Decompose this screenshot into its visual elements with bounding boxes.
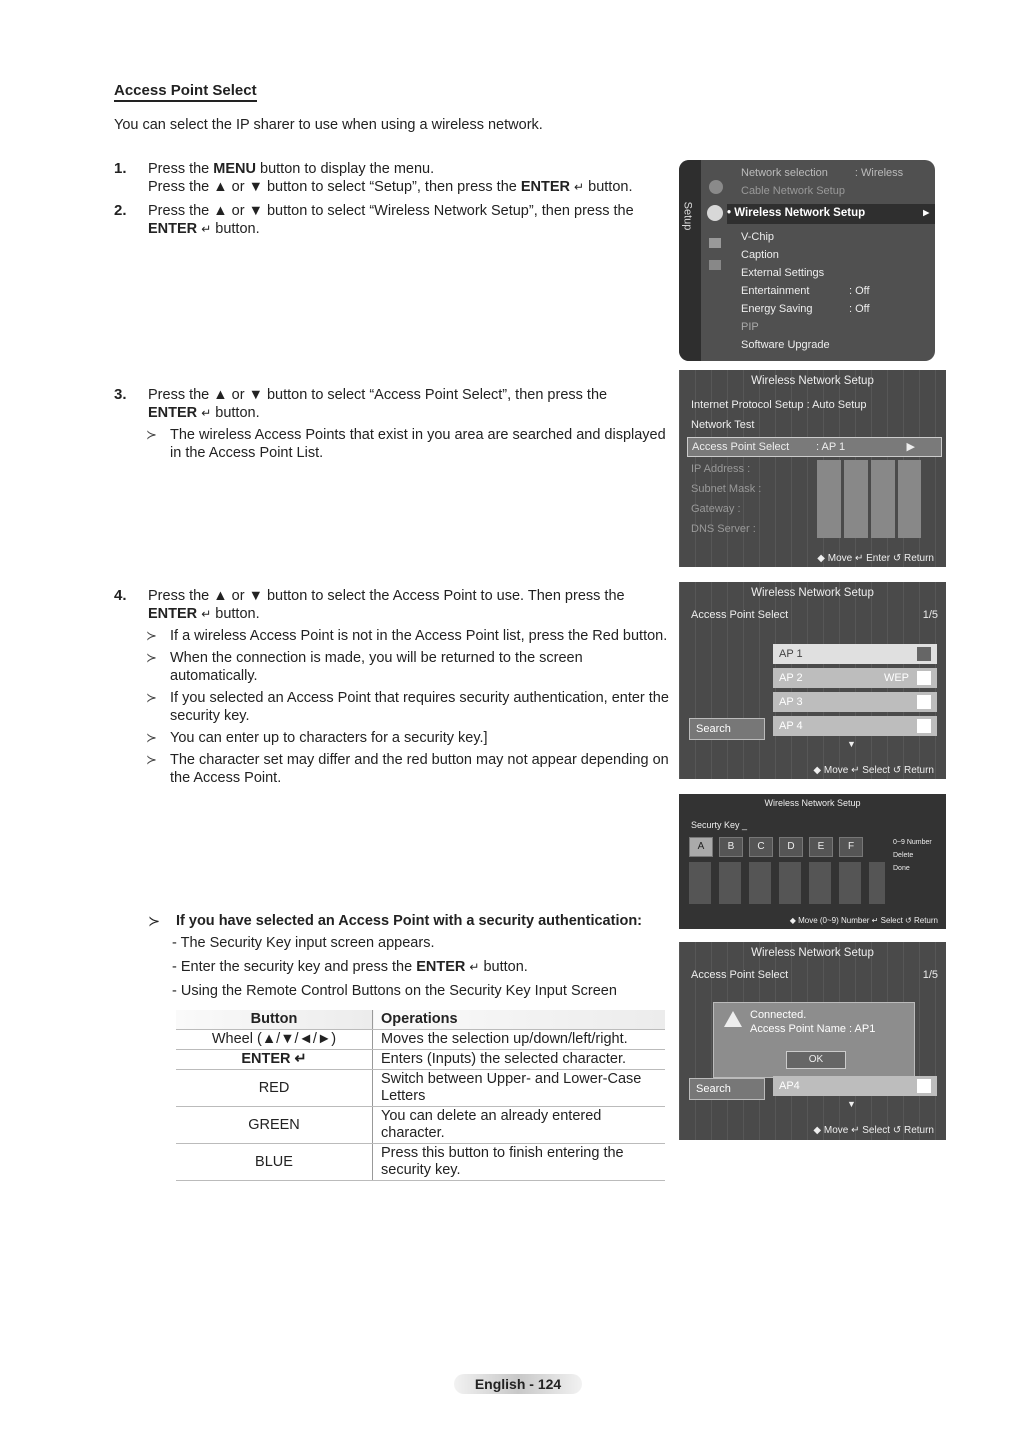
- key-cell[interactable]: E: [809, 837, 833, 857]
- security-key-screen: [679, 794, 946, 929]
- scroll-down-icon: ▼: [847, 1099, 856, 1109]
- step-number: 1.: [114, 160, 127, 177]
- security-line-2: - Enter the security key and press the ENTER ↵ button.: [172, 959, 528, 975]
- step-number: 3.: [114, 386, 127, 403]
- step-number: 2.: [114, 202, 127, 219]
- signal-icon: [917, 1079, 931, 1093]
- note: ≻ If a wireless Access Point is not in the Access Point list, press the Red button.: [146, 628, 668, 644]
- signal-icon: [917, 671, 931, 685]
- table-row: Wheel (▲/▼/◄/►) Moves the selection up/down/left/right.: [176, 1030, 665, 1050]
- menu-item[interactable]: External Settings: [741, 267, 825, 279]
- search-button[interactable]: Search: [689, 1078, 765, 1100]
- step-4: 4. Press the ▲ or ▼ button to select the Access Point to use. Then press the ENTER ↵ button. ≻ If a wireless Access Point is not in the Access Point list, press the Red button. ≻ When the connection is made, you will be returned to the screen automatically. ≻ If you selected an Access Point that requires security authentication, enter the security key. ≻ You can enter up to characters for a security key.] ≻ The character set may differ and the red button may not appear depending on the Access Point.: [114, 587, 674, 787]
- page-number-badge: English - 124: [454, 1374, 582, 1394]
- ap-item[interactable]: AP 2 WEP: [773, 668, 937, 688]
- setup-side-label: Setup: [681, 201, 694, 231]
- step-3: 3. Press the ▲ or ▼ button to select “Access Point Select”, then press the ENTER ↵ button. ≻ The wireless Access Points that exist in you area are searched and displayed in the Access Point List.: [114, 386, 674, 462]
- menu-item[interactable]: PIP: [741, 321, 759, 333]
- security-title: If you have selected an Access Point with a security authentication:: [176, 913, 643, 929]
- ok-button[interactable]: OK: [786, 1051, 846, 1069]
- screen-title: Wireless Network Setup: [751, 587, 874, 599]
- table-row: RED Switch between Upper- and Lower-Case Letters: [176, 1070, 665, 1107]
- menu-item[interactable]: Software Upgrade: [741, 339, 830, 351]
- menu-item[interactable]: Network selection : Wireless: [741, 167, 904, 179]
- setup-side-bar: [679, 160, 701, 361]
- security-key-label: Securty Key _: [691, 820, 748, 830]
- key-cell[interactable]: C: [749, 837, 773, 857]
- screen-footer: ◆ Move ↵ Select ↺ Return: [813, 765, 934, 776]
- enter-icon: ↵: [574, 180, 585, 194]
- ap-list-screen: [679, 582, 946, 779]
- menu-item[interactable]: V-Chip: [741, 231, 775, 243]
- screen-footer: ◆ Move ↵ Select ↺ Return: [813, 1125, 934, 1136]
- security-line-1: - The Security Key input screen appears.: [172, 935, 435, 951]
- arrow-right-icon: ▶: [906, 441, 915, 453]
- menu-item-selected[interactable]: Access Point Select : AP 1 ▶: [687, 437, 942, 457]
- intro-text: You can select the IP sharer to use when using a wireless network.: [114, 117, 543, 133]
- signal-icon: [917, 647, 931, 661]
- ap-item[interactable]: AP 1: [773, 644, 937, 664]
- note-arrow-icon: ≻: [146, 752, 157, 767]
- note: ≻ When the connection is made, you will be returned to the screen automatically.: [146, 650, 583, 684]
- note: ≻ The character set may differ and the red button may not appear depending on the Access Point.: [146, 752, 669, 786]
- enter-icon: ↵: [201, 406, 212, 420]
- note-arrow-icon: ≻: [148, 914, 161, 930]
- menu-item: Subnet Mask :: [691, 483, 762, 495]
- security-line-3: - Using the Remote Control Buttons on the Security Key Input Screen: [172, 983, 617, 999]
- setup-gear-icon: [707, 205, 723, 221]
- key-row: [689, 837, 869, 857]
- note-arrow-icon: ≻: [146, 628, 157, 643]
- ap-item[interactable]: AP4: [773, 1076, 937, 1096]
- network-icon: [709, 180, 723, 194]
- key-grid: [689, 862, 885, 904]
- key-cell[interactable]: F: [839, 837, 863, 857]
- key-legend: 0~9 Number Delete Done: [893, 839, 932, 872]
- search-button[interactable]: Search: [689, 718, 765, 740]
- note-arrow-icon: ≻: [146, 427, 157, 442]
- key-cell[interactable]: D: [779, 837, 803, 857]
- note: ≻ If you selected an Access Point that requires security authentication, enter the security key.: [146, 690, 669, 724]
- step-number: 4.: [114, 587, 127, 604]
- screen-title: Wireless Network Setup: [751, 947, 874, 959]
- step-1: 1. Press the MENU button to display the menu. Press the ▲ or ▼ button to select “Setup”, then press the ENTER ↵ button.: [114, 160, 633, 195]
- screen-footer: ◆ Move ↵ Enter ↺ Return: [817, 553, 934, 564]
- table-row: ENTER ↵ Enters (Inputs) the selected character.: [176, 1050, 665, 1070]
- menu-item: Gateway :: [691, 503, 741, 515]
- note-arrow-icon: ≻: [146, 690, 157, 705]
- warning-icon: [724, 1011, 742, 1027]
- key-table: [176, 1010, 665, 1181]
- menu-item[interactable]: Cable Network Setup: [741, 185, 845, 197]
- signal-icon: [917, 695, 931, 709]
- note-arrow-icon: ≻: [146, 650, 157, 665]
- connected-dialog: [713, 1002, 915, 1078]
- dialog-message: Connected.: [750, 1009, 807, 1021]
- menu-item: DNS Server :: [691, 523, 756, 535]
- table-row: GREEN You can delete an already entered character.: [176, 1107, 665, 1144]
- screen-subtitle: Access Point Select 1/5: [691, 969, 938, 981]
- menu-item[interactable]: Caption: [741, 249, 779, 261]
- enter-icon: ↵: [201, 222, 212, 236]
- menu-item[interactable]: Energy Saving : Off: [741, 303, 870, 315]
- table-row: BLUE Press this button to finish entering the security key.: [176, 1144, 665, 1181]
- table-header: Operations: [373, 1010, 666, 1030]
- sound-icon: [709, 238, 721, 248]
- setup-menu-screen: [679, 160, 935, 361]
- wns-screen: [679, 370, 946, 567]
- connected-screen: [679, 942, 946, 1140]
- ip-value-fields: [817, 460, 921, 538]
- screen-subtitle: Access Point Select 1/5: [691, 609, 938, 621]
- screen-title: Wireless Network Setup: [764, 798, 861, 808]
- key-cell[interactable]: B: [719, 837, 743, 857]
- scroll-down-icon: ▼: [847, 739, 856, 749]
- screen-footer: ◆ Move (0~9) Number ↵ Select ↺ Return: [789, 916, 938, 925]
- dialog-message: Access Point Name : AP1: [750, 1023, 876, 1035]
- enter-icon: ↵: [201, 607, 212, 621]
- key-cell[interactable]: A: [689, 837, 713, 857]
- note: ≻ The wireless Access Points that exist in you area are searched and displayed in the Access Point List.: [146, 427, 666, 461]
- ap-item[interactable]: AP 3: [773, 692, 937, 712]
- enter-icon: ↵: [469, 960, 480, 974]
- menu-item[interactable]: Network Test: [691, 419, 755, 431]
- screen-title: Wireless Network Setup: [751, 375, 874, 387]
- note-arrow-icon: ≻: [146, 730, 157, 745]
- table-header: Button: [176, 1010, 373, 1030]
- step-2: 2. Press the ▲ or ▼ button to select “Wireless Network Setup”, then press the ENTER ↵ button.: [114, 202, 634, 237]
- page-heading: Access Point Select: [114, 82, 257, 102]
- picture-icon: [709, 260, 721, 270]
- menu-item: IP Address :: [691, 463, 751, 475]
- menu-item[interactable]: Internet Protocol Setup : Auto Setup: [691, 399, 867, 411]
- signal-icon: [917, 719, 931, 733]
- table-header-row: [176, 1010, 665, 1030]
- note: ≻ You can enter up to characters for a security key.]: [146, 730, 488, 746]
- ap-item[interactable]: AP 4: [773, 716, 937, 736]
- menu-item-selected[interactable]: • Wireless Network Setup ▸: [727, 204, 935, 224]
- menu-item[interactable]: Entertainment : Off: [741, 285, 870, 297]
